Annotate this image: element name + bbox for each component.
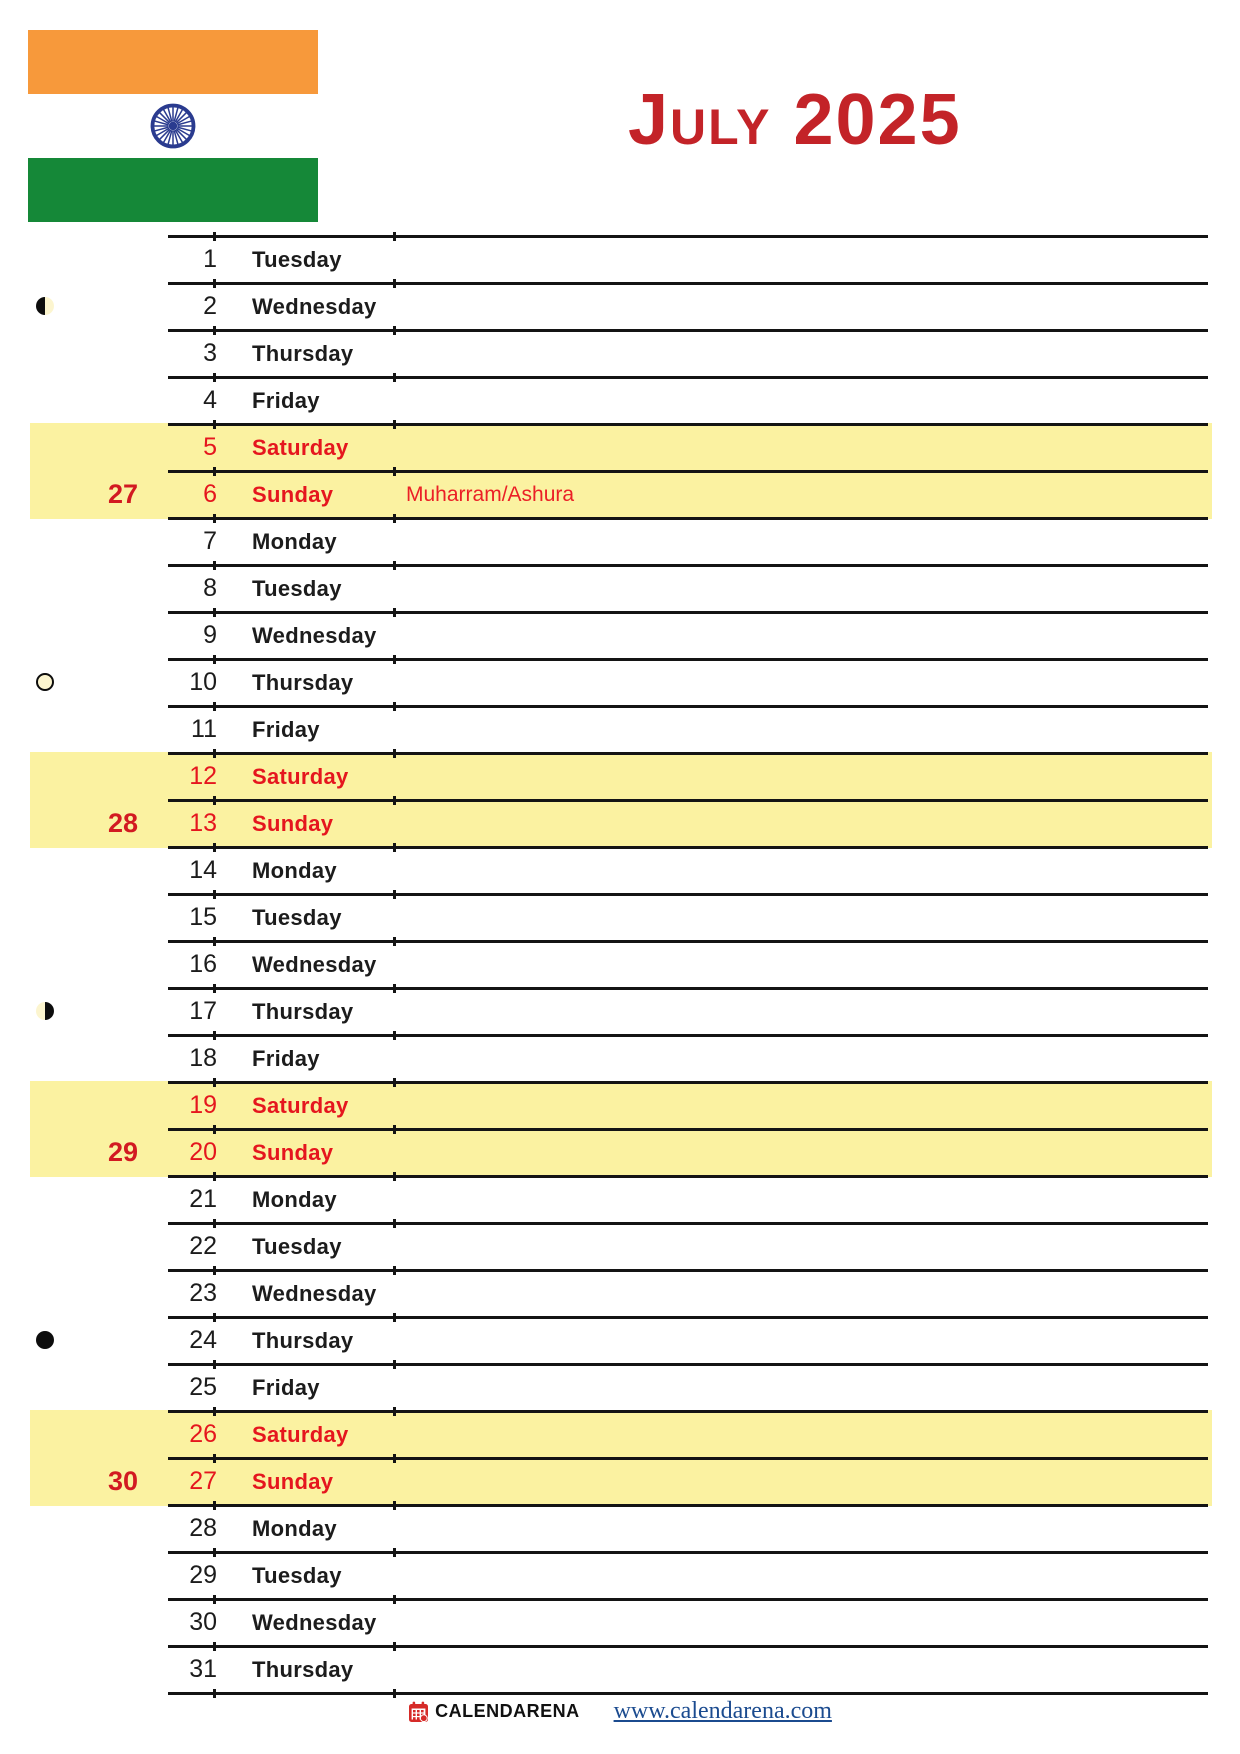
website-link[interactable]: www.calendarena.com <box>613 1698 832 1724</box>
weekday-label: Saturday <box>252 434 349 460</box>
brand <box>408 1701 580 1723</box>
day-number: 28 <box>189 1514 217 1542</box>
day-number: 13 <box>189 809 217 837</box>
weekday-label: Monday <box>252 1515 337 1541</box>
calendar-day-row <box>168 988 1208 1035</box>
week-number: 28 <box>107 808 138 838</box>
weekday-label: Sunday <box>252 1468 334 1494</box>
day-number: 21 <box>189 1185 217 1213</box>
day-number: 4 <box>203 386 217 414</box>
calendar-day-row <box>168 518 1208 565</box>
calendar-day-row <box>168 1176 1208 1223</box>
weekday-label: Thursday <box>252 1656 354 1682</box>
weekday-label: Monday <box>252 857 337 883</box>
weekday-label: Monday <box>252 1186 337 1212</box>
weekday-label: Wednesday <box>252 1609 377 1635</box>
first-quarter-moon-icon <box>36 297 54 315</box>
day-number: 10 <box>189 668 217 696</box>
weekday-label: Wednesday <box>252 293 377 319</box>
day-number: 18 <box>189 1044 217 1072</box>
day-number: 24 <box>189 1326 217 1354</box>
calendar-day-row <box>168 471 1208 518</box>
weekday-label: Tuesday <box>252 575 342 601</box>
calendar-day-row <box>168 847 1208 894</box>
calendar-day-row <box>168 1270 1208 1317</box>
day-number: 27 <box>189 1467 217 1495</box>
weekday-label: Thursday <box>252 998 354 1024</box>
full-moon-icon <box>36 673 54 691</box>
last-quarter-moon-icon <box>36 1002 54 1020</box>
weekday-label: Sunday <box>252 481 334 507</box>
new-moon-icon <box>36 1331 54 1349</box>
weekday-label: Friday <box>252 387 320 413</box>
weekday-label: Saturday <box>252 1092 349 1118</box>
weekday-label: Friday <box>252 1045 320 1071</box>
calendar-day-row <box>168 424 1208 471</box>
weekday-label: Thursday <box>252 1327 354 1353</box>
calendar-day-row <box>168 1223 1208 1270</box>
calendar-icon <box>408 1701 429 1723</box>
calendar-day-row <box>168 236 1208 283</box>
page-title: July 2025 <box>628 80 962 160</box>
day-number: 20 <box>189 1138 217 1166</box>
weekday-label: Wednesday <box>252 951 377 977</box>
flag-green-band <box>28 158 318 222</box>
week-number: 27 <box>107 479 138 509</box>
brand-label: CALENDARENA <box>435 1701 580 1721</box>
day-number: 31 <box>189 1655 217 1683</box>
calendar-day-row <box>168 1505 1208 1552</box>
weekday-label: Friday <box>252 1374 320 1400</box>
day-number: 19 <box>189 1091 217 1119</box>
day-number: 1 <box>203 245 217 273</box>
day-number: 26 <box>189 1420 217 1448</box>
week-number: 30 <box>107 1466 138 1496</box>
weekday-label: Sunday <box>252 810 334 836</box>
calendar-day-row <box>168 1035 1208 1082</box>
day-number: 5 <box>203 433 217 461</box>
ashoka-chakra-icon <box>149 102 197 150</box>
calendar-grid <box>168 236 1208 1698</box>
calendar-day-row <box>168 1317 1208 1364</box>
calendar-day-row <box>168 1458 1208 1505</box>
weekday-label: Friday <box>252 716 320 742</box>
day-number: 14 <box>189 856 217 884</box>
weekday-label: Saturday <box>252 1421 349 1447</box>
day-number: 16 <box>189 950 217 978</box>
weekday-label: Tuesday <box>252 1562 342 1588</box>
day-number: 17 <box>189 997 217 1025</box>
weekday-label: Wednesday <box>252 1280 377 1306</box>
weekday-label: Tuesday <box>252 246 342 272</box>
calendar-day-row <box>168 377 1208 424</box>
calendar-day-row <box>168 1646 1208 1693</box>
calendar-day-row <box>168 1552 1208 1599</box>
weekday-label: Tuesday <box>252 904 342 930</box>
calendar-day-row <box>168 1129 1208 1176</box>
weekday-label: Wednesday <box>252 622 377 648</box>
holiday-label: Muharram/Ashura <box>406 482 575 506</box>
calendar-day-row <box>168 330 1208 377</box>
day-number: 6 <box>203 480 217 508</box>
calendar-day-row <box>168 1082 1208 1129</box>
week-number: 29 <box>107 1137 138 1167</box>
day-number: 15 <box>189 903 217 931</box>
day-number: 30 <box>189 1608 217 1636</box>
weekday-label: Thursday <box>252 340 354 366</box>
day-number: 3 <box>203 339 217 367</box>
calendar-day-row <box>168 1411 1208 1458</box>
day-number: 9 <box>203 621 217 649</box>
day-number: 23 <box>189 1279 217 1307</box>
flag-saffron-band <box>28 30 318 94</box>
calendar-day-row <box>168 612 1208 659</box>
calendar-day-row <box>168 283 1208 330</box>
india-flag-icon <box>28 30 318 222</box>
weekday-label: Monday <box>252 528 337 554</box>
day-number: 25 <box>189 1373 217 1401</box>
calendar-day-row <box>168 1599 1208 1646</box>
day-number: 8 <box>203 574 217 602</box>
calendar-day-row <box>168 659 1208 706</box>
day-number: 12 <box>189 762 217 790</box>
weekday-label: Tuesday <box>252 1233 342 1259</box>
calendar-day-row <box>168 706 1208 753</box>
calendar-day-row <box>168 800 1208 847</box>
weekday-label: Thursday <box>252 669 354 695</box>
calendar-day-row <box>168 894 1208 941</box>
day-number: 7 <box>203 527 217 555</box>
weekday-label: Sunday <box>252 1139 334 1165</box>
day-number: 22 <box>189 1232 217 1260</box>
day-number: 2 <box>203 292 217 320</box>
day-number: 29 <box>189 1561 217 1589</box>
calendar-day-row <box>168 565 1208 612</box>
calendar-day-row <box>168 753 1208 800</box>
calendar-day-row <box>168 941 1208 988</box>
day-number: 11 <box>191 715 217 743</box>
footer <box>0 1698 1240 1725</box>
weekday-label: Saturday <box>252 763 349 789</box>
calendar-day-row <box>168 1364 1208 1411</box>
